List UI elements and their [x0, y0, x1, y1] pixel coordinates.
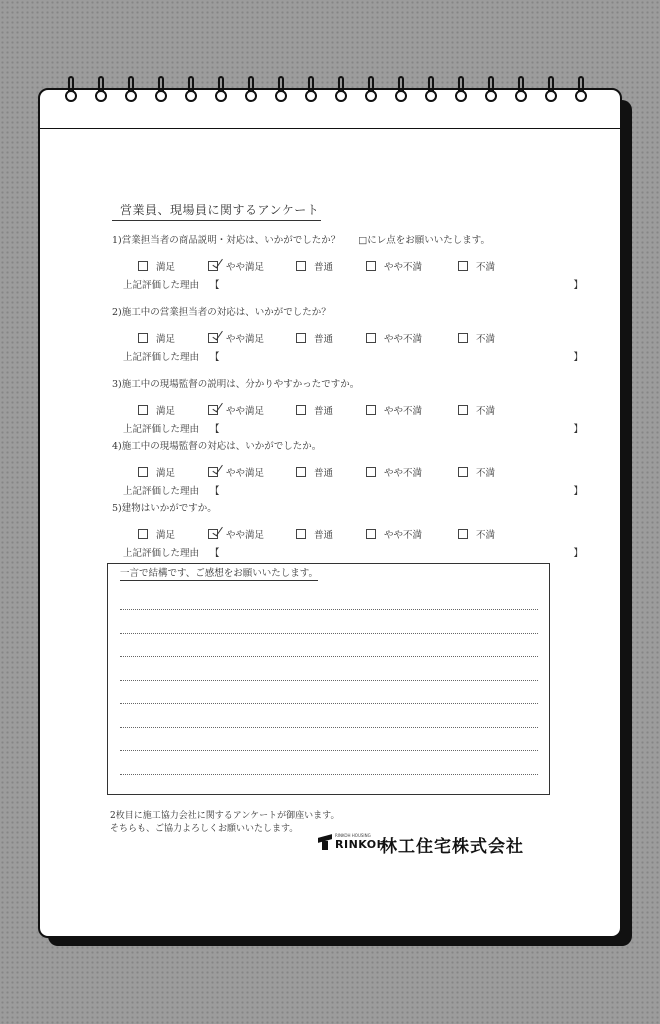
- comment-line: [120, 633, 538, 634]
- rating-option[interactable]: [138, 527, 175, 541]
- checkbox[interactable]: [458, 405, 468, 415]
- survey-title: 営業員、現場員に関するアンケート: [112, 201, 321, 221]
- rating-option[interactable]: [208, 331, 264, 345]
- option-label: やや満足: [226, 262, 265, 273]
- comment-line: [120, 727, 538, 728]
- option-label: やや満足: [226, 334, 265, 345]
- bracket-open: 【: [210, 486, 220, 497]
- option-label: 満足: [156, 530, 176, 541]
- comment-title: 一言で結構です、ご感想をお願いいたします。: [120, 565, 318, 581]
- reason-field[interactable]: [123, 545, 583, 558]
- option-label: やや満足: [226, 468, 265, 479]
- option-label: 不満: [476, 468, 496, 479]
- bracket-close: 】: [573, 280, 583, 291]
- option-label: 満足: [156, 262, 176, 273]
- question-text: 4)施工中の現場監督の対応は、いかがでしたか。: [112, 441, 322, 452]
- comment-line: [120, 656, 538, 657]
- checkbox[interactable]: [138, 529, 148, 539]
- binding-ring-icon: [125, 76, 137, 112]
- rating-option[interactable]: [138, 259, 175, 273]
- checkbox[interactable]: [138, 467, 148, 477]
- option-label: 満足: [156, 468, 176, 479]
- rating-options: [138, 331, 518, 345]
- reason-field[interactable]: [123, 421, 583, 434]
- checkbox[interactable]: [208, 529, 218, 539]
- binding-ring-icon: [575, 76, 587, 112]
- rating-options: [138, 403, 518, 417]
- binding-ring-icon: [365, 76, 377, 112]
- rating-options: [138, 259, 518, 273]
- reason-label: 上記評価した理由: [123, 548, 200, 559]
- bracket-open: 【: [210, 548, 220, 559]
- binding-ring-icon: [65, 76, 77, 112]
- option-label: やや不満: [384, 468, 423, 479]
- checkbox[interactable]: [208, 467, 218, 477]
- checkbox[interactable]: [138, 405, 148, 415]
- checkbox[interactable]: [366, 333, 376, 343]
- company-signature: [318, 832, 558, 858]
- binding-ring-icon: [215, 76, 227, 112]
- rating-option[interactable]: [296, 465, 333, 479]
- checkbox[interactable]: [296, 405, 306, 415]
- reason-field[interactable]: [123, 483, 583, 496]
- binding-ring-icon: [275, 76, 287, 112]
- comment-line: [120, 680, 538, 681]
- rating-option[interactable]: [366, 403, 422, 417]
- option-label: 普通: [314, 334, 334, 345]
- rating-options: [138, 527, 518, 541]
- rating-option[interactable]: [296, 331, 333, 345]
- rating-option[interactable]: [138, 403, 175, 417]
- reason-label: 上記評価した理由: [123, 352, 200, 363]
- reason-label: 上記評価した理由: [123, 486, 200, 497]
- instruction-note: □にレ点をお願いいたします。: [358, 235, 490, 246]
- binding-ring-icon: [335, 76, 347, 112]
- binding-ring-icon: [95, 76, 107, 112]
- option-label: 満足: [156, 334, 176, 345]
- binding-ring-icon: [485, 76, 497, 112]
- comment-line: [120, 750, 538, 751]
- rating-option[interactable]: [208, 527, 264, 541]
- binding-ring-icon: [425, 76, 437, 112]
- rating-option[interactable]: [296, 527, 333, 541]
- bracket-close: 】: [573, 486, 583, 497]
- bracket-open: 【: [210, 424, 220, 435]
- checkbox[interactable]: [208, 405, 218, 415]
- rating-option[interactable]: [366, 331, 422, 345]
- company-logo-text: RINKOH: [335, 838, 387, 851]
- rating-option[interactable]: [366, 465, 422, 479]
- reason-label: 上記評価した理由: [123, 424, 200, 435]
- bracket-open: 【: [210, 352, 220, 363]
- checkbox[interactable]: [296, 529, 306, 539]
- spiral-binding: [65, 76, 605, 116]
- checkmark-icon: [210, 400, 216, 414]
- checkbox[interactable]: [458, 529, 468, 539]
- rating-option[interactable]: [138, 465, 175, 479]
- checkmark-icon: [210, 462, 216, 476]
- option-label: 普通: [314, 530, 334, 541]
- option-label: やや不満: [384, 530, 423, 541]
- question-text: 1)営業担当者の商品説明・対応は、いかがでしたか？ □にレ点をお願いいたします。: [112, 235, 490, 246]
- bracket-close: 】: [573, 352, 583, 363]
- checkmark-icon: [210, 328, 216, 342]
- reason-field[interactable]: [123, 349, 583, 362]
- bracket-close: 】: [573, 424, 583, 435]
- binding-ring-icon: [245, 76, 257, 112]
- checkbox[interactable]: [138, 261, 148, 271]
- company-name: 林工住宅株式会社: [380, 837, 524, 857]
- checkbox[interactable]: [458, 467, 468, 477]
- option-label: やや満足: [226, 530, 265, 541]
- option-label: 普通: [314, 262, 334, 273]
- checkbox[interactable]: [366, 529, 376, 539]
- rating-option[interactable]: [458, 259, 495, 273]
- rating-option[interactable]: [366, 259, 422, 273]
- rating-option[interactable]: [458, 403, 495, 417]
- comment-line: [120, 703, 538, 704]
- comment-line: [120, 774, 538, 775]
- checkbox[interactable]: [366, 405, 376, 415]
- company-logo-subtext: RINKOH HOUSING: [335, 833, 371, 838]
- option-label: やや不満: [384, 262, 423, 273]
- question-text: 2)施工中の営業担当者の対応は、いかがでしたか？: [112, 307, 331, 318]
- option-label: やや不満: [384, 334, 423, 345]
- binding-ring-icon: [305, 76, 317, 112]
- option-label: 満足: [156, 406, 176, 417]
- rating-option[interactable]: [208, 465, 264, 479]
- option-label: 不満: [476, 406, 496, 417]
- option-label: 不満: [476, 334, 496, 345]
- footer-line-2: そちらも、ご協力よろしくお願いいたします。: [110, 824, 299, 834]
- checkbox[interactable]: [366, 467, 376, 477]
- checkbox[interactable]: [296, 261, 306, 271]
- question-text: 3)施工中の現場監督の説明は、分かりやすかったですか。: [112, 379, 360, 390]
- rating-option[interactable]: [458, 331, 495, 345]
- reason-field[interactable]: [123, 277, 583, 290]
- checkmark-icon: [210, 524, 216, 538]
- question-text: 5)建物はいかがですか。: [112, 503, 217, 514]
- binding-ring-icon: [185, 76, 197, 112]
- option-label: 不満: [476, 262, 496, 273]
- rating-option[interactable]: [296, 403, 333, 417]
- checkbox[interactable]: [208, 333, 218, 343]
- binding-ring-icon: [515, 76, 527, 112]
- checkmark-icon: [210, 256, 216, 270]
- bracket-close: 】: [573, 548, 583, 559]
- rating-option[interactable]: [458, 465, 495, 479]
- company-logo-icon: [318, 836, 332, 850]
- option-label: やや不満: [384, 406, 423, 417]
- comment-box[interactable]: [107, 563, 550, 795]
- rating-option[interactable]: [208, 403, 264, 417]
- checkbox[interactable]: [458, 333, 468, 343]
- binding-ring-icon: [455, 76, 467, 112]
- comment-line: [120, 609, 538, 610]
- option-label: 普通: [314, 406, 334, 417]
- option-label: 不満: [476, 530, 496, 541]
- checkbox[interactable]: [296, 333, 306, 343]
- rating-option[interactable]: [458, 527, 495, 541]
- checkbox[interactable]: [296, 467, 306, 477]
- rating-option[interactable]: [138, 331, 175, 345]
- rating-option[interactable]: [296, 259, 333, 273]
- binding-ring-icon: [545, 76, 557, 112]
- checkbox[interactable]: [458, 261, 468, 271]
- checkbox[interactable]: [366, 261, 376, 271]
- binding-ring-icon: [395, 76, 407, 112]
- rating-option[interactable]: [208, 259, 264, 273]
- option-label: 普通: [314, 468, 334, 479]
- checkbox[interactable]: [208, 261, 218, 271]
- option-label: やや満足: [226, 406, 265, 417]
- footer-line-1: 2枚目に施工協力会社に関するアンケートが御座います。: [110, 811, 340, 821]
- rating-options: [138, 465, 518, 479]
- binding-ring-icon: [155, 76, 167, 112]
- bracket-open: 【: [210, 280, 220, 291]
- rating-option[interactable]: [366, 527, 422, 541]
- reason-label: 上記評価した理由: [123, 280, 200, 291]
- checkbox[interactable]: [138, 333, 148, 343]
